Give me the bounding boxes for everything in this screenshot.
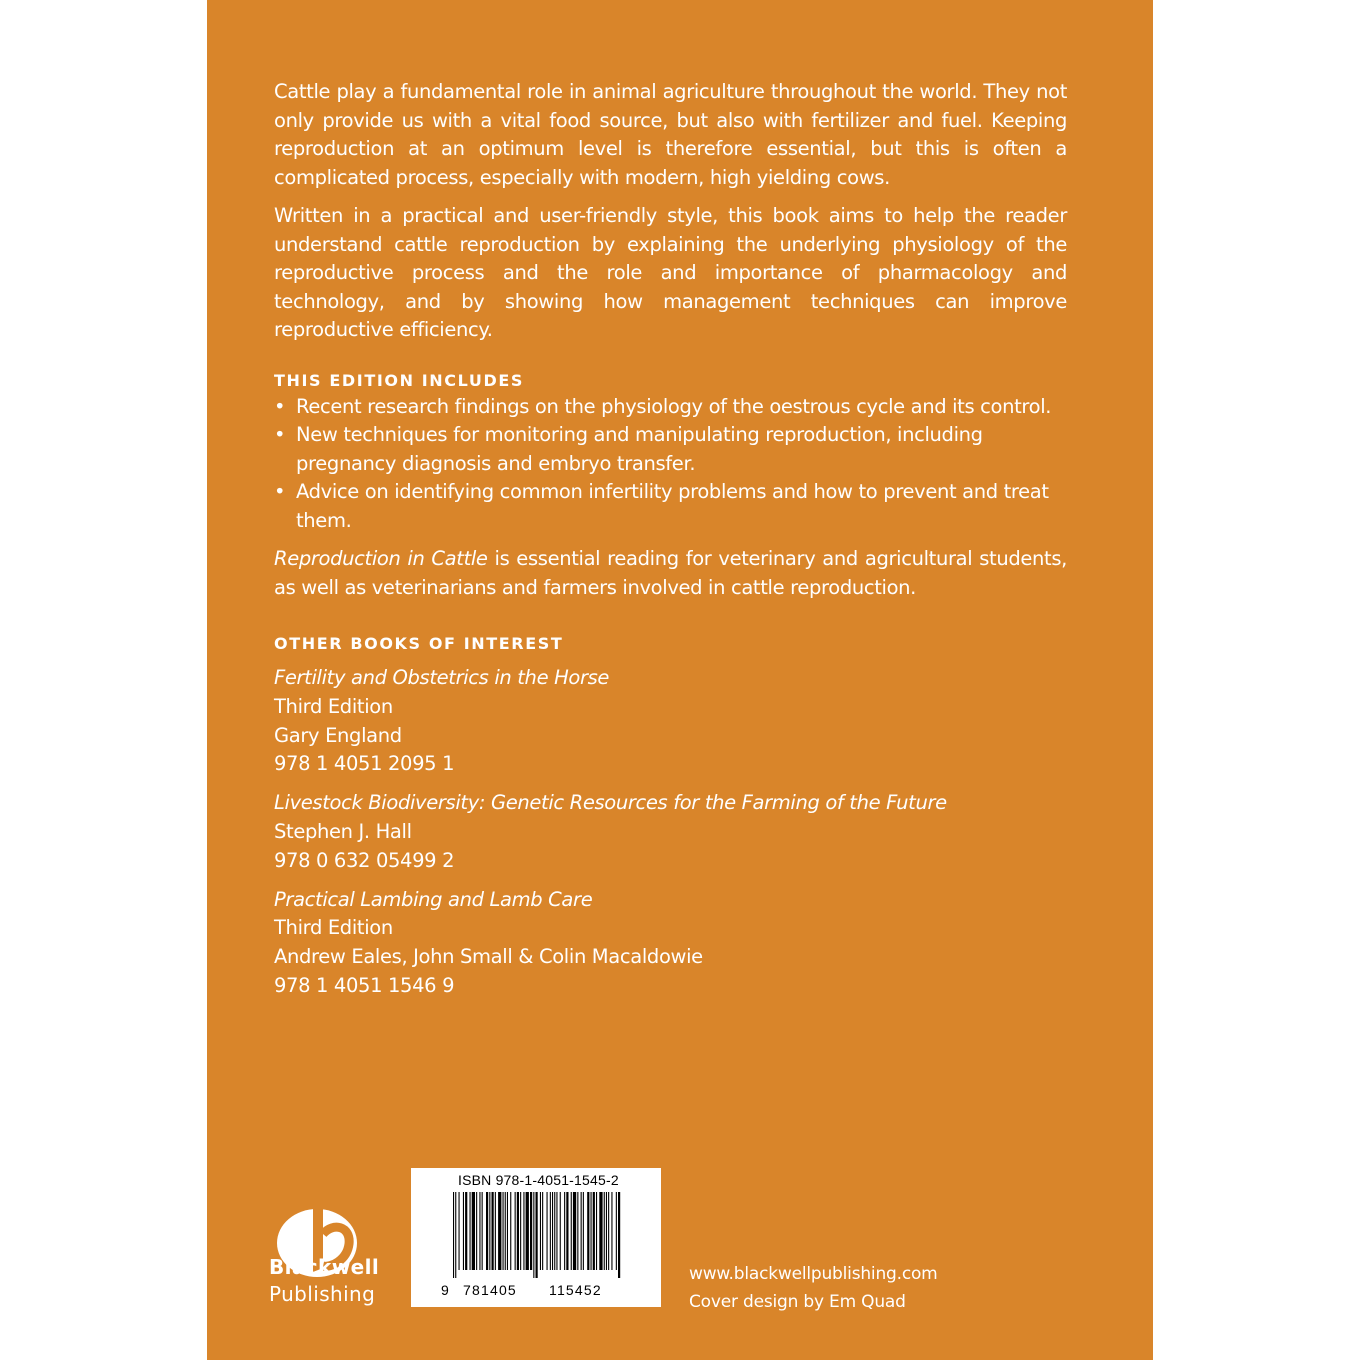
other-book-isbn: 978 1 4051 2095 1 xyxy=(274,752,455,776)
other-book-author: Stephen J. Hall xyxy=(274,819,412,843)
other-book-title: Livestock Biodiversity: Genetic Resources for the Farming of the Future xyxy=(274,791,947,815)
barcode-digits-left: 781405 xyxy=(463,1282,517,1298)
other-book-edition: Third Edition xyxy=(274,694,393,718)
description-paragraph-2: Written in a practical and user-friendly style, this book aims to help the reader understand cattle reproduction by explaining the underlying physiology of the reproductive process and the role and importance of pharmacology and technology, and by showing how management techniques can improve reproductive efficiency. xyxy=(274,204,1067,341)
cover-text-block xyxy=(274,78,1067,1011)
book-title-italic: Reproduction in Cattle xyxy=(274,547,488,570)
other-book-edition: Third Edition xyxy=(274,916,393,940)
closing-text: is essential reading for veterinary and agricultural students, as well as veterinarians and farmers involved in cattle reproduction. xyxy=(274,547,1067,599)
publisher-website: www.blackwellpublishing.com xyxy=(689,1264,938,1284)
bullet-item: • Advice on identifying common infertility problems and how to prevent and treat them. xyxy=(274,478,1067,535)
closing-paragraph xyxy=(274,545,1067,602)
description-paragraph-1: Cattle play a fundamental role in animal agriculture throughout the world. They not only provide us with a vital food source, but also with fertilizer and fuel. Keeping reproduction at an optimum level is therefore essential, but this is often a complicated process, especially with modern, high yielding cows. xyxy=(274,80,1067,189)
barcode-digits-right: 115452 xyxy=(549,1282,602,1298)
other-book-isbn: 978 0 632 05499 2 xyxy=(274,848,455,872)
edition-heading: THIS EDITION INCLUDES xyxy=(274,370,524,390)
edition-bullet-list xyxy=(274,393,1067,536)
cover-credit: Cover design by Em Quad xyxy=(689,1292,906,1312)
other-book-author: Andrew Eales, John Small & Colin Macaldowie xyxy=(274,945,703,969)
other-book-entry xyxy=(274,886,1067,1001)
other-book-isbn: 978 1 4051 1546 9 xyxy=(274,973,455,997)
other-book-entry xyxy=(274,664,1067,779)
other-books-heading: OTHER BOOKS OF INTEREST xyxy=(274,634,564,653)
bullet-item: • Recent research findings on the physiology of the oestrous cycle and its control. xyxy=(274,393,1067,422)
barcode-digit-prefix: 9 xyxy=(441,1282,450,1298)
other-book-entry xyxy=(274,789,1067,875)
barcode-image xyxy=(453,1192,623,1278)
cover-footer xyxy=(689,1260,938,1316)
barcode-panel xyxy=(411,1168,661,1307)
bullet-item: • New techniques for monitoring and manipulating reproduction, including pregnancy diagnosis and embryo transfer. xyxy=(274,421,1067,478)
publisher-subtitle: Publishing xyxy=(269,1282,376,1306)
other-book-author: Gary England xyxy=(274,723,402,747)
isbn-label: ISBN 978-1-4051-1545-2 xyxy=(458,1172,619,1188)
other-book-title: Fertility and Obstetrics in the Horse xyxy=(274,666,610,689)
other-book-title: Practical Lambing and Lamb Care xyxy=(274,887,593,911)
publisher-name: Blackwell xyxy=(269,1255,380,1279)
back-cover xyxy=(207,0,1153,1360)
